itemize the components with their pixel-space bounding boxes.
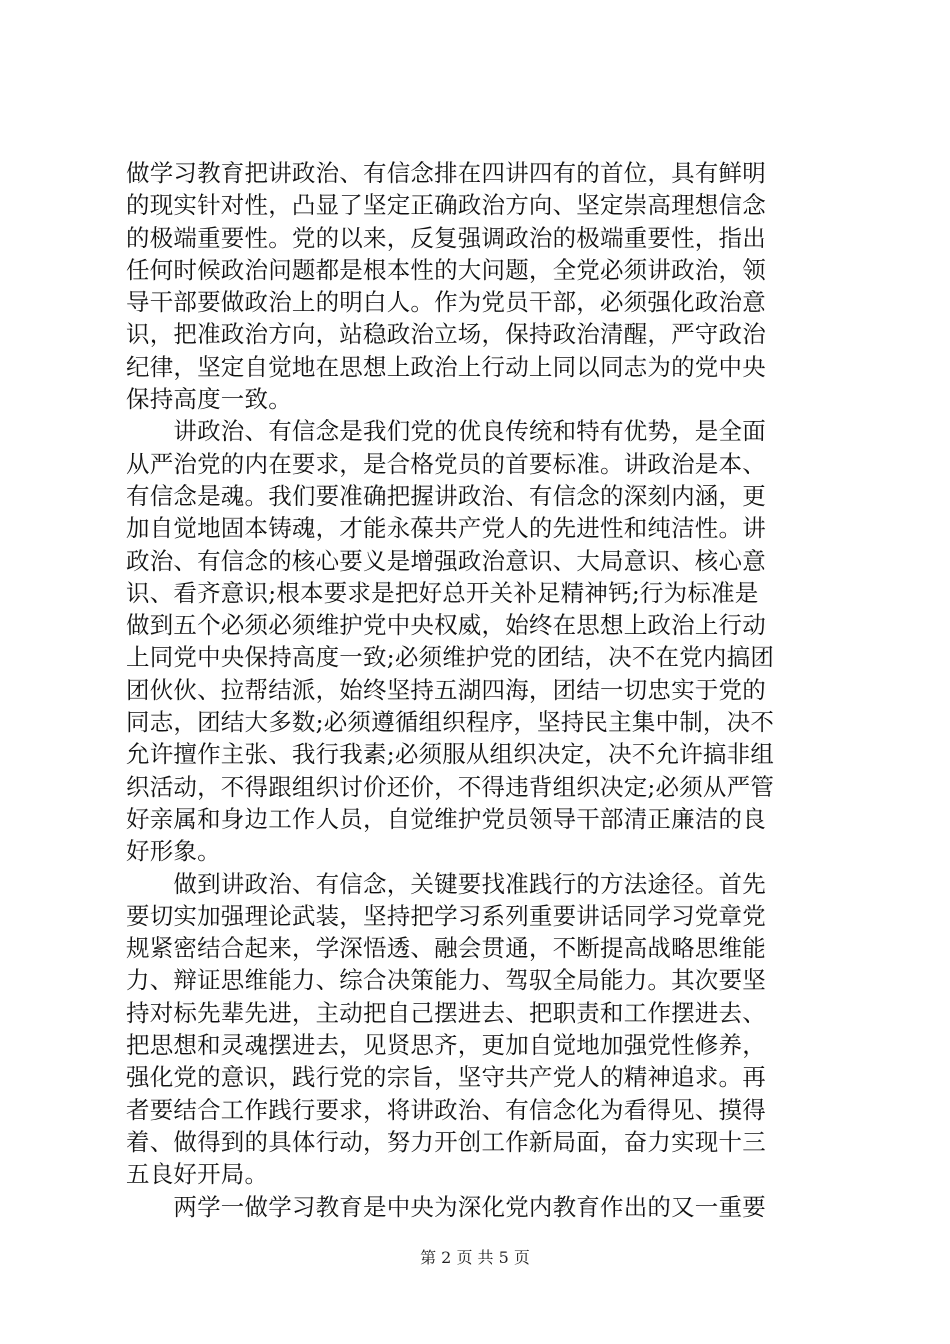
text-line: 团伙伙、拉帮结派，始终坚持五湖四海，团结一切忠实于党的 — [126, 675, 766, 704]
text-line: 着、做得到的具体行动，努力开创工作新局面，奋力实现十三 — [126, 1127, 766, 1156]
text-line: 力、辩证思维能力、综合决策能力、驾驭全局能力。其次要坚 — [126, 966, 766, 995]
text-line: 做到五个必须必须维护党中央权威，始终在思想上政治上行动 — [126, 611, 766, 640]
text-line: 上同党中央保持高度一致;必须维护党的团结，决不在党内搞团 — [126, 643, 775, 672]
text-line: 做到讲政治、有信念，关键要找准践行的方法途径。首先 — [126, 869, 766, 898]
text-line: 持对标先辈先进，主动把自己摆进去、把职责和工作摆进去、 — [126, 998, 766, 1027]
text-line: 纪律，坚定自觉地在思想上政治上行动上同以同志为的党中央 — [126, 352, 766, 381]
text-line: 政治、有信念的核心要义是增强政治意识、大局意识、核心意 — [126, 546, 766, 575]
text-line: 同志，团结大多数;必须遵循组织程序，坚持民主集中制，决不 — [126, 708, 775, 737]
text-line: 要切实加强理论武装，坚持把学习系列重要讲话同学习党章党 — [126, 901, 766, 930]
text-line: 加自觉地固本铸魂，才能永葆共产党人的先进性和纯洁性。讲 — [126, 514, 766, 543]
text-line: 把思想和灵魂摆进去，见贤思齐，更加自觉地加强党性修养， — [126, 1031, 766, 1060]
text-line: 识、看齐意识;根本要求是把好总开关补足精神钙;行为标准是 — [126, 578, 759, 607]
text-line: 两学一做学习教育是中央为深化党内教育作出的又一重要 — [126, 1192, 766, 1221]
text-line: 导干部要做政治上的明白人。作为党员干部，必须强化政治意 — [126, 288, 766, 317]
text-line: 好形象。 — [126, 837, 221, 866]
text-line: 允许擅作主张、我行我素;必须服从组织决定，决不允许搞非组 — [126, 740, 775, 769]
text-line: 做学习教育把讲政治、有信念排在四讲四有的首位，具有鲜明 — [126, 159, 766, 187]
text-line: 保持高度一致。 — [126, 385, 292, 414]
text-line: 五良好开局。 — [126, 1160, 269, 1189]
text-line: 识，把准政治方向，站稳政治立场，保持政治清醒，严守政治 — [126, 320, 766, 349]
text-line: 任何时候政治问题都是根本性的大问题，全党必须讲政治，领 — [126, 255, 766, 284]
text-line: 讲政治、有信念是我们党的优良传统和特有优势，是全面 — [126, 417, 766, 446]
text-line: 者要结合工作践行要求，将讲政治、有信念化为看得见、摸得 — [126, 1095, 766, 1124]
text-line: 规紧密结合起来，学深悟透、融会贯通，不断提高战略思维能 — [126, 934, 766, 963]
document-body — [126, 157, 826, 1223]
text-line: 强化党的意识，践行党的宗旨，坚守共产党人的精神追求。再 — [126, 1063, 766, 1092]
text-line: 好亲属和身边工作人员，自觉维护党员领导干部清正廉洁的良 — [126, 804, 766, 833]
text-line: 的极端重要性。党的以来，反复强调政治的极端重要性，指出 — [126, 223, 766, 252]
text-line: 织活动，不得跟组织讨价还价，不得违背组织决定;必须从严管 — [126, 772, 775, 801]
text-line: 有信念是魂。我们要准确把握讲政治、有信念的深刻内涵，更 — [126, 481, 766, 510]
page-footer: 第 2 页 共 5 页 — [420, 1248, 530, 1267]
text-line: 的现实针对性，凸显了坚定正确政治方向、坚定崇高理想信念 — [126, 191, 766, 220]
text-line: 从严治党的内在要求，是合格党员的首要标准。讲政治是本、 — [126, 449, 766, 478]
